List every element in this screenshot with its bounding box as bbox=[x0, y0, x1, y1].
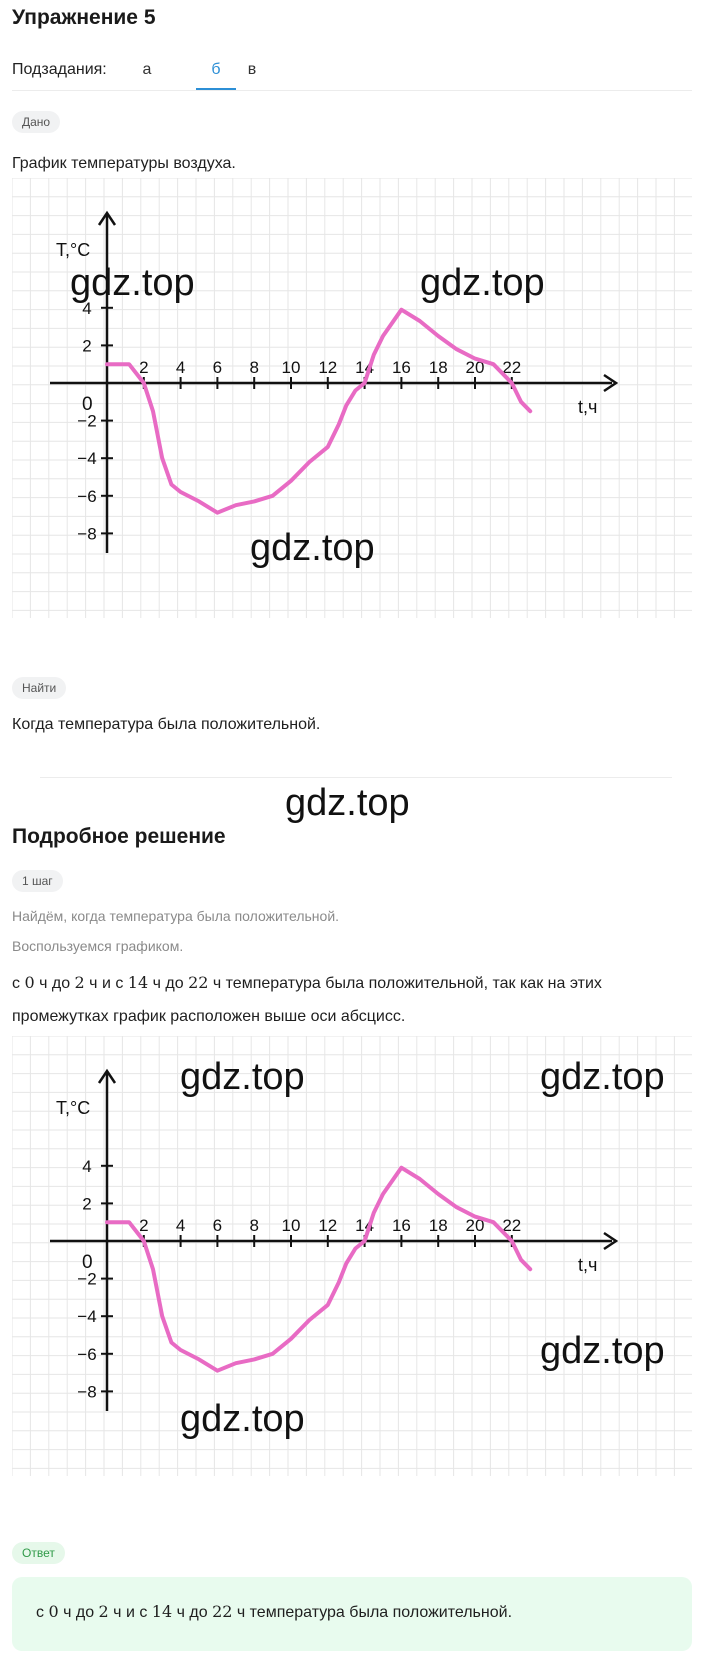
x-tick-label: 22 bbox=[502, 1216, 522, 1235]
watermark: gdz.top bbox=[70, 262, 195, 304]
x-tick-label: 6 bbox=[212, 358, 223, 377]
watermark: gdz.top bbox=[540, 1330, 665, 1372]
x-tick-label: 18 bbox=[428, 358, 448, 377]
find-text: Когда температура была положительной. bbox=[12, 716, 321, 733]
temperature-graph-solution bbox=[12, 1036, 692, 1476]
active-tab-indicator bbox=[196, 88, 236, 90]
x-tick-label: 12 bbox=[318, 1216, 338, 1235]
y-tick-label: −2 bbox=[77, 411, 97, 431]
x-tick-label: 10 bbox=[281, 1216, 301, 1235]
given-text: График температуры воздуха. bbox=[12, 155, 236, 172]
y-tick-label: 4 bbox=[82, 298, 92, 318]
section-divider bbox=[40, 777, 672, 778]
answer-box bbox=[12, 1577, 692, 1651]
x-tick-label: 2 bbox=[139, 1216, 149, 1235]
y-axis-label: T,°C bbox=[56, 1098, 91, 1118]
subtask-tab-a[interactable]: а bbox=[142, 61, 152, 78]
solution-hint-2: Воспользуемся графиком. bbox=[12, 938, 184, 954]
y-tick-label: −4 bbox=[77, 449, 97, 469]
x-tick-label: 16 bbox=[391, 1216, 411, 1235]
x-tick-label: 6 bbox=[212, 1216, 223, 1235]
y-tick-label: −2 bbox=[77, 1269, 97, 1289]
watermark: gdz.top bbox=[180, 1398, 305, 1440]
y-tick-label: −8 bbox=[77, 524, 97, 544]
x-axis-label: t,ч bbox=[578, 397, 598, 417]
x-tick-label: 2 bbox=[139, 358, 149, 377]
x-tick-label: 8 bbox=[249, 1216, 259, 1235]
subtask-tab-b[interactable]: б bbox=[211, 61, 221, 78]
x-tick-label: 8 bbox=[249, 358, 259, 377]
watermark: gdz.top bbox=[420, 262, 545, 304]
page-title: Упражнение 5 bbox=[12, 6, 156, 29]
find-chip: Найти bbox=[12, 677, 66, 699]
x-axis-label: t,ч bbox=[578, 1255, 598, 1275]
x-tick-label: 10 bbox=[281, 358, 301, 377]
x-tick-label: 20 bbox=[465, 358, 485, 377]
watermark: gdz.top bbox=[285, 782, 410, 824]
solution-line-1: с 0 ч до 2 ч и с 14 ч до 22 ч температура была положительной, так как на этих bbox=[12, 973, 602, 992]
y-tick-label: −6 bbox=[77, 1344, 97, 1364]
y-tick-label: −6 bbox=[77, 486, 97, 506]
watermark: gdz.top bbox=[540, 1056, 665, 1098]
temperature-curve bbox=[107, 1168, 530, 1371]
watermark: gdz.top bbox=[250, 527, 375, 569]
temperature-curve bbox=[107, 310, 530, 513]
origin-label: 0 bbox=[82, 394, 93, 415]
watermark: gdz.top bbox=[180, 1056, 305, 1098]
x-tick-label: 12 bbox=[318, 358, 338, 377]
solution-hint-1: Найдём, когда температура была положительной. bbox=[12, 908, 340, 924]
x-tick-label: 14 bbox=[355, 358, 375, 377]
subtasks-bar bbox=[12, 58, 692, 91]
y-tick-label: 2 bbox=[82, 336, 92, 356]
given-chip: Дано bbox=[12, 111, 60, 133]
x-tick-label: 18 bbox=[428, 1216, 448, 1235]
x-tick-label: 4 bbox=[175, 1216, 186, 1235]
answer-chip: Ответ bbox=[12, 1542, 65, 1564]
y-tick-label: −4 bbox=[77, 1307, 97, 1327]
y-tick-label: −8 bbox=[77, 1382, 97, 1402]
y-tick-label: 2 bbox=[82, 1194, 92, 1214]
x-tick-label: 14 bbox=[355, 1216, 375, 1235]
subtask-tab-v[interactable]: в bbox=[247, 61, 257, 78]
step-chip: 1 шаг bbox=[12, 870, 63, 892]
x-tick-label: 20 bbox=[465, 1216, 485, 1235]
solution-line-2: промежутках график расположен выше оси абсцисс. bbox=[12, 1008, 406, 1025]
x-tick-label: 16 bbox=[391, 358, 411, 377]
subtasks-label: Подзадания: bbox=[12, 61, 107, 78]
x-tick-label: 22 bbox=[502, 358, 522, 377]
answer-text: с 0 ч до 2 ч и с 14 ч до 22 ч температура была положительной. bbox=[36, 1602, 513, 1621]
origin-label: 0 bbox=[82, 1252, 93, 1273]
x-tick-label: 4 bbox=[175, 358, 186, 377]
solution-heading: Подробное решение bbox=[12, 825, 226, 848]
y-tick-label: 4 bbox=[82, 1156, 92, 1176]
y-axis-label: T,°C bbox=[56, 240, 91, 260]
